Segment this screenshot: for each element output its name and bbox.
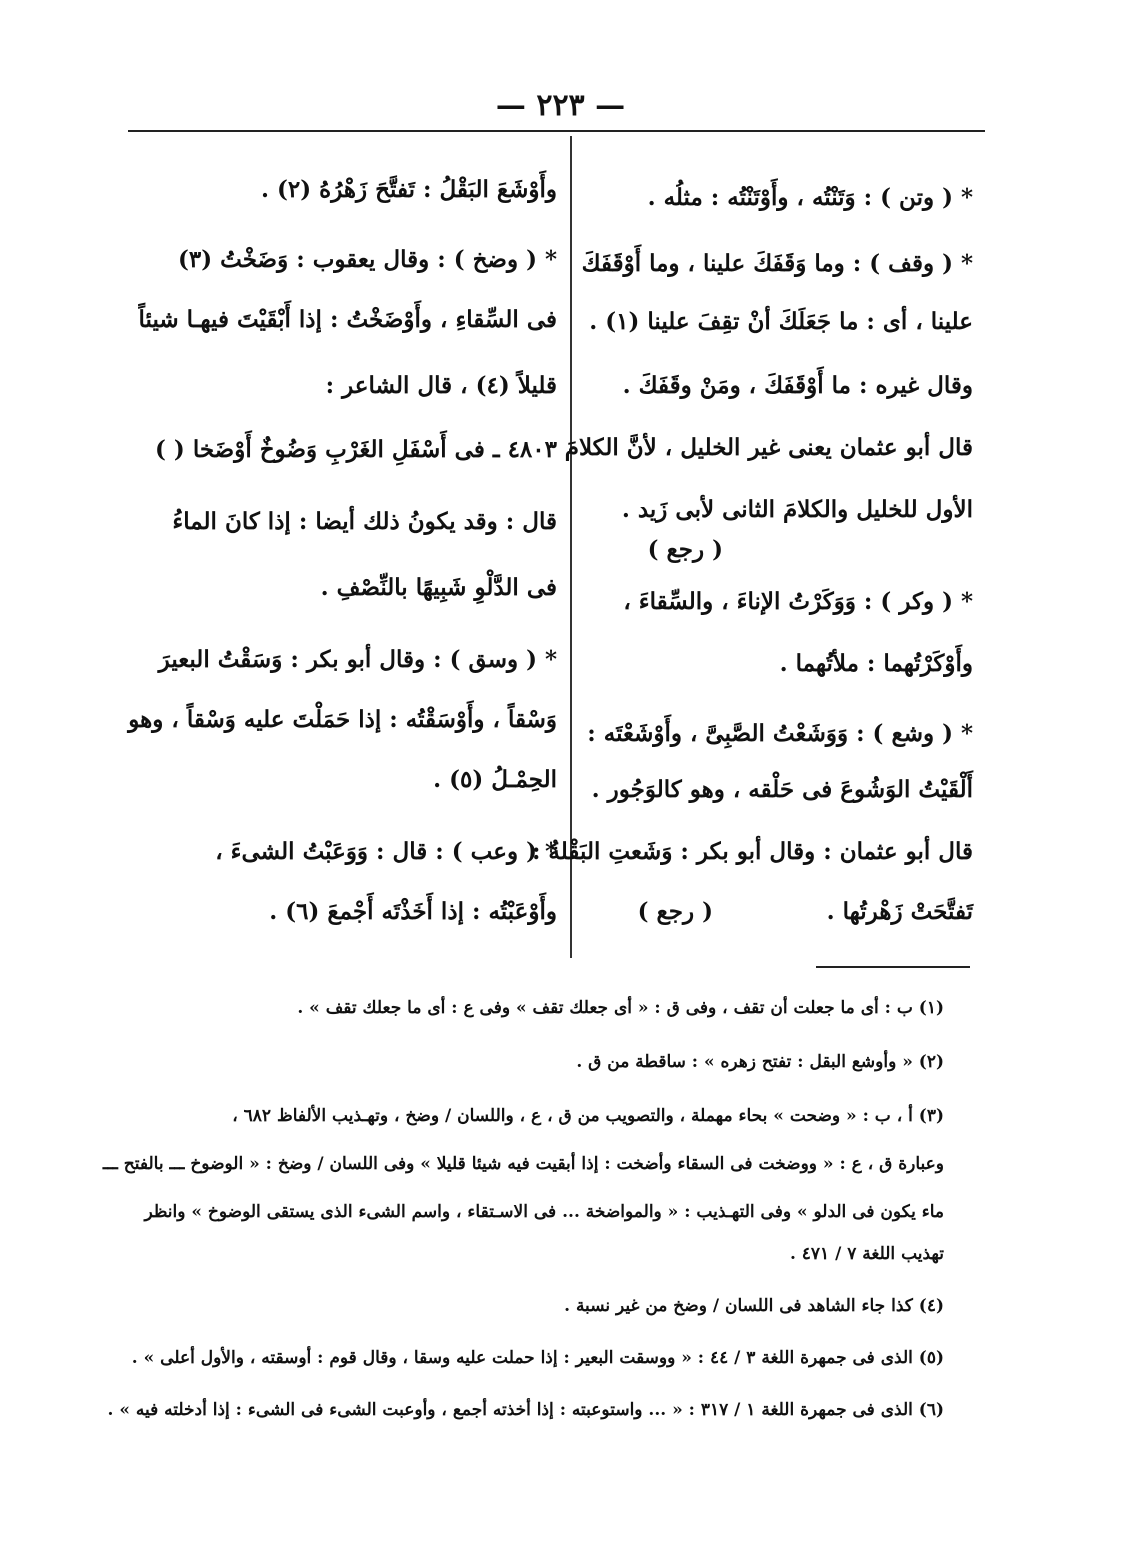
entry-watan: * ( وتن ) : وَتَنْتُه ، وأَوْتَنْتُه : مثلُه . xyxy=(647,184,973,211)
text-line: علينا ، أى : ما جَعَلَكَ أنْ تقِفَ علينا (١) . xyxy=(589,308,973,335)
text-line: فى الدَّلْوِ شَبِيهًا بالنِّصْفِ . xyxy=(320,574,557,601)
entry-waab: * ( وعب ) : قال : وَوَعَبْتُ الشىءَ ، xyxy=(215,838,557,865)
footnote-4: (٤) كذا جاء الشاهد فى اللسان / وضخ من غير نسبة . xyxy=(564,1296,944,1316)
text-line: وقال غيره : ما أَوْقَفَكَ ، ومَنْ وقَفَكَ . xyxy=(622,372,973,399)
page-number: — ٢٢٣ — xyxy=(495,88,626,123)
footnote-3-cont: تهذيب اللغة ٧ / ٤٧١ . xyxy=(789,1244,944,1264)
footnote-2: (٢) « وأوشع البقل : تفتح زهره » : ساقطة من ق . xyxy=(576,1052,944,1072)
footnote-rule xyxy=(816,966,970,968)
text-line: قال أبو عثمان : وقال أبو بكر : وَشَعتِ البَقْلةُ : xyxy=(531,838,973,865)
rajaa-tag: ( رجع ) xyxy=(647,536,723,563)
entry-wasaq: * ( وسق ) : وقال أبو بكر : وَسَقْتُ البعيرَ xyxy=(158,646,557,673)
text-line: وَسْقاً ، وأَوْسَقْتُه : إذا حَمَلْتَ عليه وَسْقاً ، وهو xyxy=(128,706,557,733)
entry-wakar: * ( وكر ) : وَوَكَرْتُ الإناءَ ، والسِّقاءَ ، xyxy=(623,588,973,615)
footnote-6: (٦) الذى فى جمهرة اللغة ١ / ٣١٧ : « ... واستوعبته : إذا أخذته أجمع ، وأوعبت الشىء فى الشىء : إذا أدخلته فيه » . xyxy=(107,1400,944,1420)
text-line: قليلاً (٤) ، قال الشاعر : xyxy=(325,372,557,399)
text-line: أَلْقَيْتُ الوَشُوعَ فى حَلْقه ، وهو كالوَجُور . xyxy=(591,776,973,803)
entry-washa: * ( وشع ) : وَوَشَعْتُ الصَّبِىَّ ، وأَوْشَعْتَه : xyxy=(587,720,973,747)
rajaa-tag: ( رجع ) xyxy=(637,898,713,925)
footnote-3-cont: ماء يكون فى الدلو » وفى التهـذيب : « والمواضخة ... فى الاسـتقاء ، واسم الشىء الذى يستقى الوضوخ » وانظر xyxy=(144,1202,944,1222)
footnote-3: (٣) أ ، ب : « وضحت » بحاء مهملة ، والتصويب من ق ، ع ، واللسان / وضخ ، وتهـذيب الألفاظ ٦٨٢ ، xyxy=(232,1106,944,1126)
text-line: قال : وقد يكونُ ذلك أيضا : إذا كانَ الماءُ xyxy=(172,508,557,535)
footnote-1: (١) ب : أى ما جعلت أن تقف ، وفى ق : « أى جعلك تقف » وفى ع : أى ما جعلك تقف » . xyxy=(297,998,944,1018)
text-line: وأَوْكَرْتُهما : ملأتُهما . xyxy=(779,650,973,677)
footnote-3-cont: وعبارة ق ، ع : « ووضخت فى السقاء وأضخت : إذا أبقيت فيه شيئا قليلا » وفى اللسان / وضخ : « الوضوخ ـــ بالفتح ـــ xyxy=(102,1154,944,1174)
text-line: قال أبو عثمان يعنى غير الخليل ، لأنَّ الكلامَ xyxy=(564,434,973,461)
text-line: وأَوْشَعَ البَقْلُ : تَفتَّحَ زَهْرُهُ (٢) . xyxy=(261,176,557,203)
text-line: الأول للخليل والكلامَ الثانى لأبى زَيد . xyxy=(621,496,973,523)
text-line: وأَوْعَبْتُه : إذا أَخَذْتَه أَجْمعَ (٦) . xyxy=(269,898,557,925)
poetry-verse: ٤٨٠٣ ـ فى أَسْفَلِ الغَرْبِ وَضُوخٌ أَوْضَخا ( ) xyxy=(155,436,557,463)
text-line: تَفتَّحَتْ زَهْرتُها . xyxy=(826,898,973,925)
text-line: فى السِّقاءِ ، وأَوْضَخْتُ : إذا أَبْقَيْتَ فيهـا شيئاً xyxy=(138,306,557,333)
footnote-5: (٥) الذى فى جمهرة اللغة ٣ / ٤٤ : « ووسقت البعير : إذا حملت عليه وسقا ، وقال قوم : أوسقته ، والأول أعلى » . xyxy=(131,1348,944,1368)
entry-wadakh: * ( وضخ ) : وقال يعقوب : وَضَخْتُ (٣) xyxy=(177,246,557,273)
text-line: الحِمْـلُ (٥) . xyxy=(433,766,557,793)
header-rule xyxy=(128,130,985,132)
entry-waqaf: * ( وقف ) : وما وَقَفَكَ علينا ، وما أَوْقَفَكَ xyxy=(581,250,973,277)
